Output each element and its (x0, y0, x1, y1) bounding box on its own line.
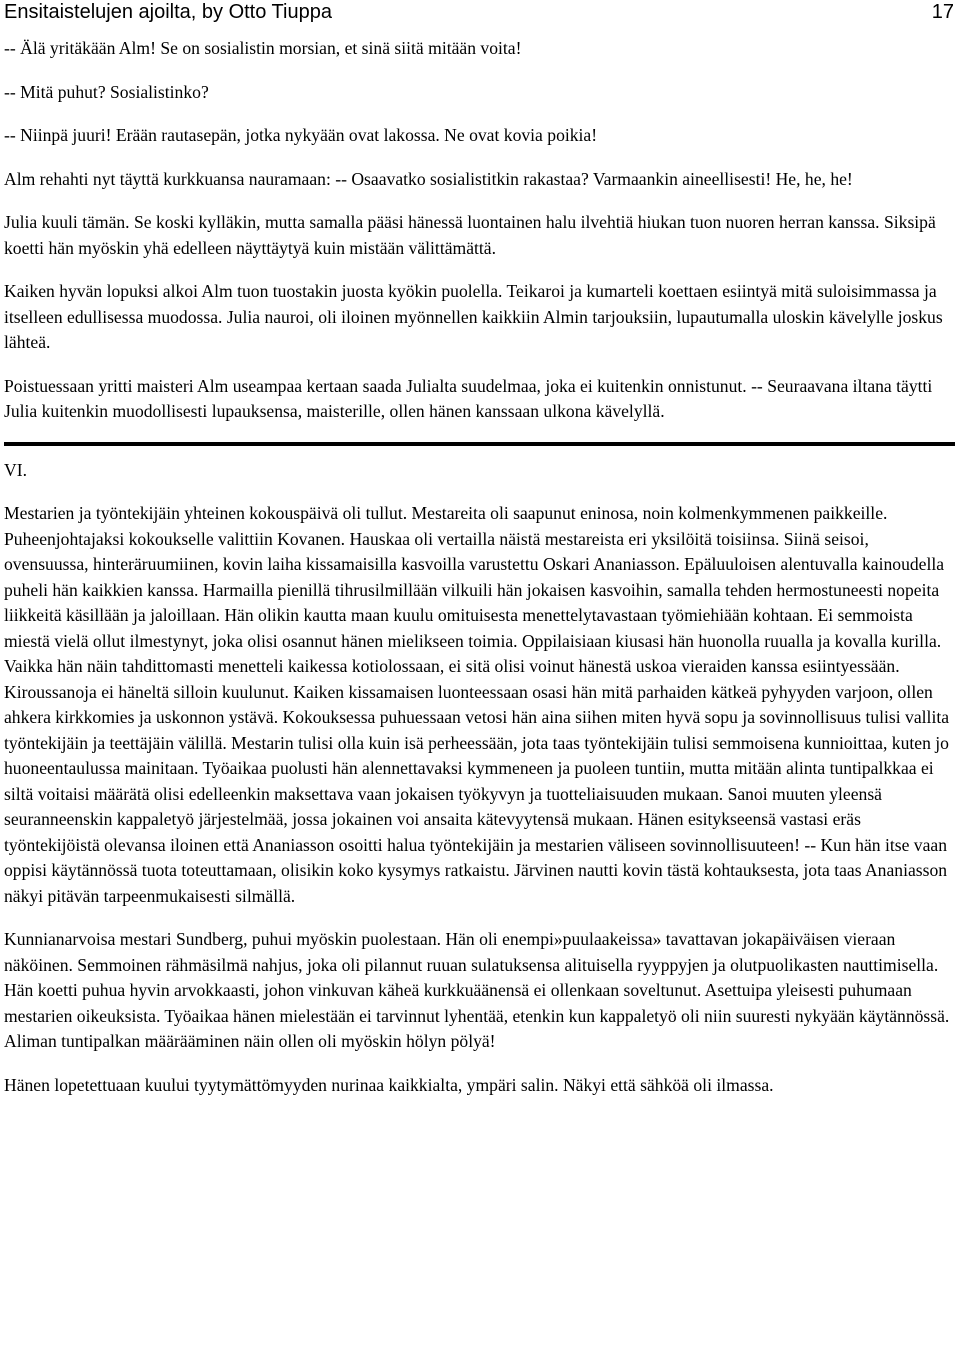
paragraph: -- Mitä puhut? Sosialistinko? (4, 81, 209, 102)
paragraph: Mestarien ja työntekijäin yhteinen kokouspäivä oli tullut. Mestareita oli saapunut eninosa, noin kolmenkymmenen paikkeille. Puheenjohtajaksi kokoukselle valittiin Kovanen. Hauskaa oli vertailla näistä mestareista eri yksilöitä toisiinsa. Siinä seisoi, ovensuussa, hinteräruumiinen, kovin laiha kissamaisilla kasvoilla varustettu Oskari Ananiasson. Epäluuloisen alentuvalla kainoudella puheli hän kaikkien kanssa. Harmailla pienillä tihrusilmillään vilkuili hän jokaisen kasvoihin, samalla tehden hermostuneesti nopeita liikkeitä käsillään ja jaloillaan. Hän olikin kautta maan kuulu omituisesta menettelytavastaan työmiehiään kohtaan. Ei semmoista miestä vielä ollut ilmestynyt, joka olisi osannut hänen mielikseen toimia. Oppilaisiaan kiusasi hän huonolla ruualla ja kovalla kurilla. Vaikka hän näin tahdittomasti menetteli kaikessa kotiolossaan, ei sitä olisi voinut hänestä uskoa vieraiden kanssa esiintyessään. Kiroussanoja ei häneltä silloin kuulunut. Kaiken kissamaisen luonteessaan osasi hän mitä parhaiden kätkeä pyhyyden varjoon, ollen ahkera kirkkomies ja uskonnon ystävä. Kokouksessa puhuessaan vetosi hän aina siihen miten hyvä sopu ja sovinnollisuus tulisi vallita työntekijäin ja teettäjäin välillä. Mestarin tulisi olla kuin isä perheessään, jota taas työntekijäin tulisi semmoisena kunnioittaa, kuten jo huoneentaulussa mainitaan. Työaikaa puolusti hän alennettavaksi kymmeneen ja puoleen tuntiin, mutta mitään alinta tuntipalkkaa ei siltä voitaisi määrätä olisi edelleenkin maksettava vaan jokaisen työkyvyn ja tuotteliaisuuden mukaan. Sanoi muuten yleensä seuranneenskin kappaletyö järjestelmää, jossa jokainen voi ansaita kätevyytensä mukaan. Hänen esitykseensä vastasi eräs työntekijöistä olevansa iloinen että Ananiasson osoitti halua työntekijäin ja mestarien väliseen sovinnollisuuteen! -- Kun hän itse vaan oppisi käytännössä tuota toteuttamaan, olisikin koko kysymys ratkaistu. Järvinen nautti kovin tästä kohtauksesta, jota taas Ananiasson näkyi pitävän tarpeenmukaisesti silmällä. (4, 503, 950, 906)
paragraph: -- Niinpä juuri! Erään rautasepän, jotka nykyään ovat lakossa. Ne ovat kovia poikia! (4, 125, 598, 145)
page-header (4, 0, 956, 26)
paragraph: Julia kuuli tämän. Se koski kylläkin, mutta samalla pääsi hänessä luontainen halu ilvehtiä hiukan tuon nuoren herran kanssa. Siksipä koetti hän myöskin yhä edelleen näyttäytyä kuin mistään välittämättä. (4, 212, 936, 258)
section-divider (4, 442, 955, 446)
paragraph: Kunnianarvoisa mestari Sundberg, puhui myöskin puolestaan. Hän oli enempi»puulaakeissa» tavattavan jokapäiväisen vieraan näköinen. Semmoinen rähmäsilmä nahjus, joka oli pilannut ruuan sulatuksensa alituisella ryyppyjen ja olutpuolikasten nauttimisella. Hän koetti puhua hyvin arvokkaasti, johon vinkuvan käheä kurkkuäänensä ei ollenkaan soveltunut. Asettuipa yleisesti puhumaan mestarien oikeuksista. Työaikaa hänen mielestään ei tarvinnut lyhentää, etenkin kun kappaletyö oli niin suuresti nykyään käytännössä. Aliman tuntipalkan määrääminen näin ollen oli myöskin hölyn pölyä! (4, 929, 950, 1051)
paragraph: Kaiken hyvän lopuksi alkoi Alm tuon tuostakin juosta kyökin puolella. Teikaroi ja kumarteli koettaen esiintyä mitä suloisimmassa ja itselleen edullisessa muodossa. Julia nauroi, oli iloinen myönnellen kaikkiin Almin tarjouksiin, lupautumalla uloskin kävelylle joskus lähteä. (4, 281, 943, 352)
paragraph: Alm rehahti nyt täyttä kurkkuansa nauramaan: -- Osaavatko sosialistitkin rakastaa? Varmaankin aineellisesti! He, he, he! (4, 168, 853, 189)
paragraph: Poistuessaan yritti maisteri Alm useampaa kertaan saada Julialta suudelmaa, joka ei kuitenkin onnistunut. -- Seuraavana iltana täytti Julia kuitenkin muodollisesti lupauksensa, maisterille, ollen hänen kanssaan ulkona kävelyllä. (4, 375, 933, 421)
paragraph: -- Älä yritäkään Alm! Se on sosialistin morsian, et sinä siitä mitään voita! (4, 38, 522, 58)
book-title: Ensitaistelujen ajoilta, by Otto Tiuppa (4, 1, 332, 23)
paragraph: Hänen lopetettuaan kuului tyytymättömyyden nurinaa kaikkialta, ympäri salin. Näkyi että sähköä oli ilmassa. (4, 1074, 774, 1095)
page-number: 17 (931, 1, 954, 23)
chapter-heading: VI. (4, 459, 27, 480)
page-body (4, 36, 954, 1116)
